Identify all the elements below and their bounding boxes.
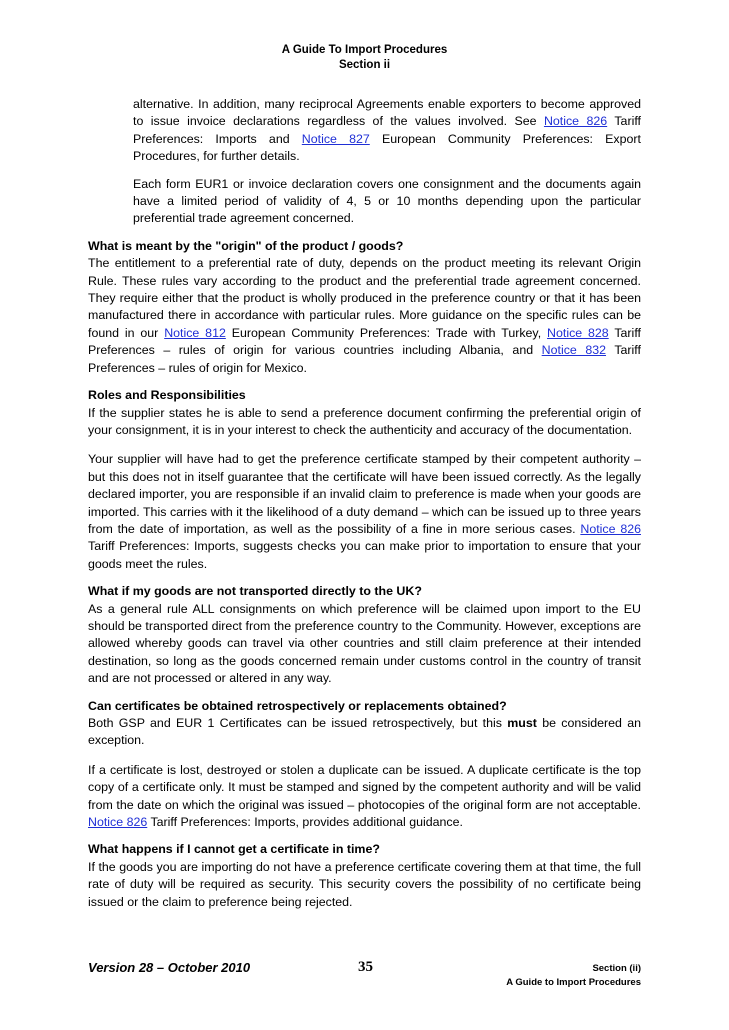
text-run: Your supplier will have had to get the preference certificate stamped by their competent authority – but this does not in itself guarantee that the certificate will have been issued correctly. As the legally declared importer, you are responsible if an invalid claim to preference is made when your goods are imported. This carries with it the likelihood of a duty demand – which can be issued up to three years from the date of importation, as well as the possibility of a fine in more serious cases.	[88, 452, 641, 536]
transport-section	[88, 583, 641, 687]
page-body	[88, 96, 641, 911]
intro-paragraph-2: Each form EUR1 or invoice declaration covers one consignment and the documents again have a limited period of validity of 4, 5 or 10 months depending upon the particular preferential trade agreement concerned.	[133, 176, 641, 226]
footer-guide-title: A Guide to Import Procedures	[506, 977, 641, 988]
certificate-in-time-heading: What happens if I cannot get a certificate in time?	[88, 842, 380, 857]
text-run: Both GSP and EUR 1 Certificates can be issued retrospectively, but this	[88, 716, 508, 730]
emphasis-must: must	[507, 716, 537, 730]
text-run: alternative. In addition, many reciprocal Agreements enable exporters to become approved to issue invoice declarations regardless of the values involved. See	[133, 97, 641, 129]
text-run: be considered an exception.	[88, 716, 641, 748]
retrospective-section	[88, 698, 641, 832]
text-run: European Community Preferences: Export Procedures, for further details.	[133, 131, 641, 164]
notice-828-link[interactable]: Notice 828	[547, 325, 609, 340]
page-footer	[88, 960, 641, 1000]
text-run: The entitlement to a preferential rate of duty, depends on the product meeting its relevant Origin Rule. These rules vary according to the product and the preferential trade agreement concerned. They require either that the product is wholly produced in the preference country or that it has been manufactured there in accordance with particular rules. More guidance on the specific rules can be found in our	[88, 256, 641, 340]
roles-heading: Roles and Responsibilities	[88, 388, 246, 403]
origin-heading: What is meant by the "origin" of the product / goods?	[88, 238, 404, 253]
intro-paragraph-1	[133, 96, 641, 166]
notice-826-link[interactable]: Notice 826	[580, 521, 641, 536]
roles-paragraph-2	[88, 451, 641, 573]
text-run: Tariff Preferences: Imports, suggests checks you can make prior to importation to ensure that your goods meet the rules.	[88, 539, 641, 571]
text-run: European Community Preferences: Trade with Turkey,	[225, 325, 548, 340]
retrospective-paragraph-2	[88, 762, 641, 832]
transport-paragraph: As a general rule ALL consignments on which preference will be claimed upon import to the EU should be transported direct from the preference country to the Community. However, exceptions are allowed whereby goods can travel via other countries and still claim preference at their intended destination, so long as the goods concerned remain under customs control in the country of transit and are not processed or altered in any way.	[88, 601, 641, 686]
header-title: A Guide To Import Procedures	[281, 44, 448, 56]
text-run: If a certificate is lost, destroyed or stolen a duplicate can be issued. A duplicate certificate is the top copy of a certificate only. It must be stamped and signed by the competent authority and will be valid from the date on which the original was issued – photocopies of the original form are not acceptable.	[88, 762, 641, 812]
footer-version: Version 28 – October 2010	[88, 960, 251, 975]
origin-section	[88, 238, 641, 377]
text-run: Tariff Preferences – rules of origin for various countries including Albania, and	[88, 325, 641, 358]
notice-812-link[interactable]: Notice 812	[164, 325, 226, 340]
notice-826-link[interactable]: Notice 826	[543, 114, 608, 129]
header-section: Section ii	[338, 59, 391, 71]
text-run: Tariff Preferences: Imports, provides additional guidance.	[147, 815, 463, 830]
footer-section: Section (ii)	[592, 963, 641, 974]
notice-826-link[interactable]: Notice 826	[88, 815, 148, 830]
footer-section-info	[506, 962, 641, 990]
certificate-in-time-section	[88, 841, 641, 911]
roles-paragraph-1: If the supplier states he is able to send a preference document confirming the preferential origin of your consignment, it is in your interest to check the authenticity and accuracy of the documentation.	[88, 405, 641, 437]
roles-section	[88, 387, 641, 573]
text-run: Tariff Preferences: Imports and	[133, 114, 641, 146]
retrospective-heading: Can certificates be obtained retrospectively or replacements obtained?	[88, 698, 507, 713]
retrospective-paragraph-1	[88, 715, 641, 750]
notice-832-link[interactable]: Notice 832	[541, 343, 607, 358]
page-header	[0, 43, 729, 73]
origin-paragraph	[88, 255, 641, 377]
page-number: 35	[358, 959, 373, 975]
certificate-in-time-paragraph: If the goods you are importing do not have a preference certificate covering them at that time, the full rate of duty will be required as security. This security covers the possibility of no certificate being issued or the claim to preference being rejected.	[88, 859, 641, 909]
notice-827-link[interactable]: Notice 827	[301, 131, 370, 146]
transport-heading: What if my goods are not transported directly to the UK?	[88, 584, 422, 599]
text-run: Tariff Preferences – rules of origin for Mexico.	[88, 343, 641, 375]
